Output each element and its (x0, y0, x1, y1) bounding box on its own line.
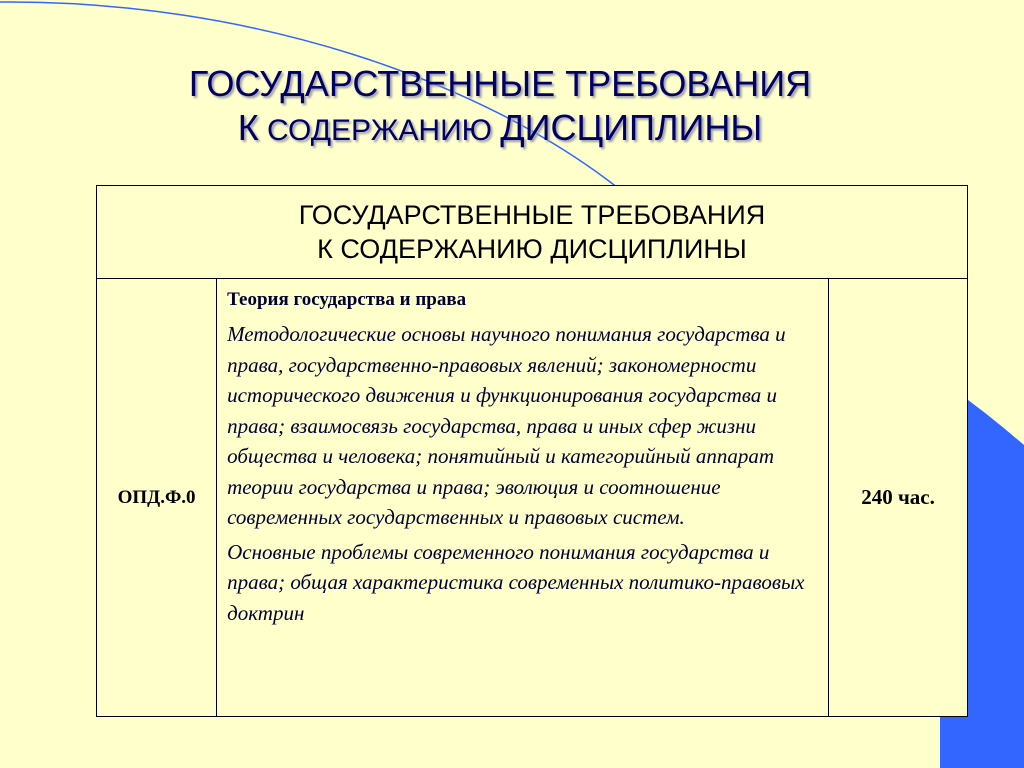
slide-title-line1: ГОСУДАРСТВЕННЫЕ ТРЕБОВАНИЯ (188, 63, 812, 104)
slide-title-line2-middle: СОДЕРЖАНИЮ (258, 114, 501, 147)
table-header-row (97, 186, 968, 279)
slide-title-line2-last: ДИСЦИПЛИНЫ (500, 107, 763, 148)
discipline-subject: Теория государства и права (227, 289, 467, 310)
table-header-cell (97, 186, 968, 279)
table-header-line2: К СОДЕРЖАНИЮ ДИСЦИПЛИНЫ (317, 234, 747, 264)
slide-title-line2 (0, 106, 1000, 153)
discipline-paragraph-2: Основные проблемы современного понимания государства и права; общая характеристика современных политико-правовых доктрин (227, 539, 805, 625)
slide-title-line2-first: К (237, 107, 259, 148)
slide-title (0, 62, 1000, 153)
table-row (97, 279, 968, 717)
table-header-line1: ГОСУДАРСТВЕННЫЕ ТРЕБОВАНИЯ (298, 200, 766, 230)
discipline-code: ОПД.Ф.0 (97, 279, 217, 717)
discipline-hours: 240 час. (829, 279, 968, 717)
requirements-table (96, 185, 968, 717)
discipline-content (217, 279, 829, 717)
discipline-paragraph-1: Методологические основы научного понимания государства и права, государственно-правовых явлений; закономерности исторического движения и функционирования государства и права; взаимосвязь государства, права и иных сфер жизни общества и человека; понятийный и категорийный аппарат теории государства и права; эволюция и соотношение современных государственных и правовых систем. (227, 322, 786, 529)
